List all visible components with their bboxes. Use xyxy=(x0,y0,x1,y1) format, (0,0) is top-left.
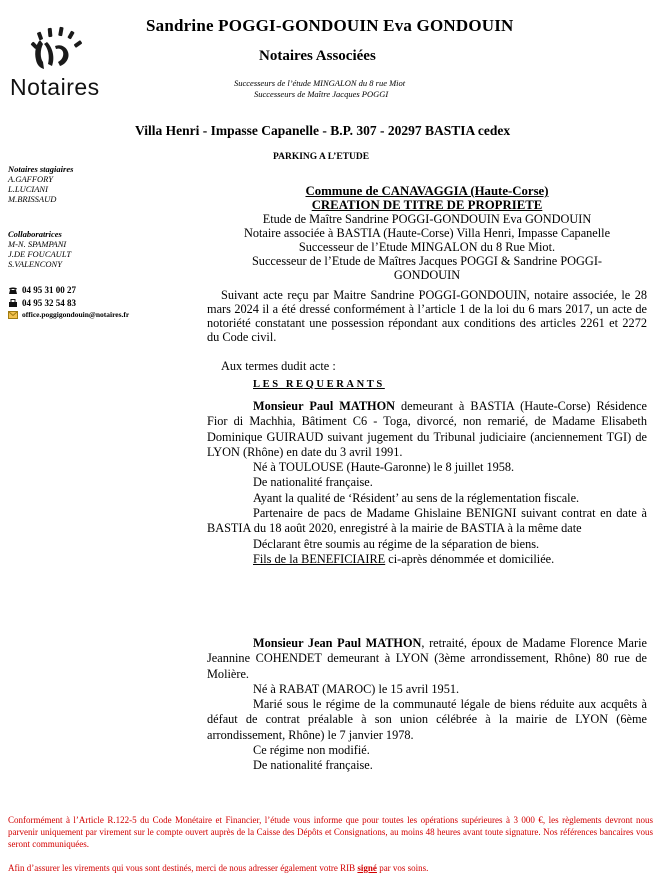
person-1-pacs: Partenaire de pacs de Madame Ghislaine BENIGNI suivant contrat en date à BASTIA du 18 août 2020, enregistré à la mairie de BASTIA à la même date xyxy=(207,506,647,536)
footer-rib-notice xyxy=(8,862,653,874)
person-1-birth: Né à TOULOUSE (Haute-Garonne) le 8 juillet 1958. xyxy=(253,460,515,475)
parking-notice: PARKING A L’ETUDE xyxy=(273,152,370,162)
stagiaires-title: Notaires stagiaires xyxy=(8,164,74,174)
phone-number: 04 95 31 00 27 xyxy=(22,285,76,295)
fax-line xyxy=(8,298,76,308)
collab-name: S.VALENCONY xyxy=(8,259,62,269)
notaires-logo xyxy=(10,22,122,106)
document-title: CREATION DE TITRE DE PROPRIETE xyxy=(311,198,543,212)
email-line xyxy=(8,310,129,319)
commune-title: Commune de CANAVAGGIA (Haute-Corse) xyxy=(305,184,549,198)
email-address[interactable]: office.poggigondouin@notaires.fr xyxy=(22,310,130,319)
person-1-residence: Ayant la qualité de ‘Résident’ au sens de la réglementation fiscale. xyxy=(253,490,580,505)
intro-paragraph xyxy=(207,288,647,344)
office-line: Successeur de l’Etude MINGALON du 8 Rue Miot. xyxy=(298,240,556,254)
phone-icon xyxy=(8,286,18,295)
footer-payment-notice: Conformément à l’Article R.122-5 du Code Monétaire et Financier, l’étude vous informe que pour toutes les opérations supérieures à 3 000 €, les règlements devront nous parvenir uniquement par virement sur le compte ouvert auprès de la Caisse des Dépôts et Consignations, au moins 48 heures avant toute signature. Nos références bancaires vous seront communiquées. xyxy=(8,815,653,849)
fax-number: 04 95 32 54 83 xyxy=(22,298,76,308)
person-2-name: Monsieur Jean Paul MATHON xyxy=(253,636,422,650)
sidebar-stagiaires xyxy=(8,164,73,204)
stagiaire-name: L.LUCIANI xyxy=(8,184,48,194)
person-1-regime: Déclarant être soumis au régime de la séparation de biens. xyxy=(253,536,540,551)
notaires-associes: Notaires Associées xyxy=(259,48,376,64)
office-address: Villa Henri - Impasse Capanelle - B.P. 307 - 20297 BASTIA cedex xyxy=(135,123,511,138)
collab-name: M-N. SPAMPANI xyxy=(8,239,67,249)
person-1-desc: demeurant à BASTIA (Haute-Corse) Résidence Fior di Machhia, Bâtiment C6 - Toga, divorcé, non remarié, de Madame Elisabeth Dominique GUIRAUD suivant jugement du Tribunal judiciaire (anciennement TGI) de LYON (Rhône) en date du 3 avril 1991. xyxy=(207,399,647,459)
person-1-name: Monsieur Paul MATHON xyxy=(253,399,396,413)
sidebar-collaboratrices xyxy=(8,229,71,269)
notary-names: Sandrine POGGI-GONDOUIN Eva GONDOUIN xyxy=(146,16,514,35)
notaires-emblem-icon xyxy=(10,22,100,74)
office-line: Etude de Maître Sandrine POGGI-GONDOUIN Eva GONDOUIN xyxy=(262,212,592,226)
requerants-heading: LES REQUERANTS xyxy=(253,379,385,390)
aux-termes: Aux termes dudit acte : xyxy=(221,359,336,373)
person-2-marriage: Marié sous le régime de la communauté légale de biens réduite aux acquêts à défaut de contrat préalable à son union célébrée à la mairie de LYON (6ème arrondissement, Rhône) le 7 janvier 1978. xyxy=(207,697,647,742)
stagiaire-name: A.GAFFORY xyxy=(8,174,53,184)
logo-text: Notaires xyxy=(10,74,100,100)
office-line: Successeur de l’Etude de Maîtres Jacques POGGI & Sandrine POGGI- xyxy=(251,254,603,268)
requerant-2 xyxy=(207,636,647,774)
intro-text: Suivant acte reçu par Maitre Sandrine POGGI-GONDOUIN, notaire associée, le 28 mars 2024 il a été dressé conformément à l’article 1 de la loi du 6 mars 2017, un acte de notoriété constatant une possession répondant aux conditions des articles 2261 et 2272 du Code civil. xyxy=(207,288,647,344)
rib-text-before: Afin d’assurer les virements qui vous sont destinés, merci de nous adresser également votre RIB xyxy=(8,863,358,873)
notice-heading xyxy=(207,184,647,282)
person-2-nationality: De nationalité française. xyxy=(253,758,373,773)
office-line: Notaire associée à BASTIA (Haute-Corse) Villa Henri, Impasse Capanelle xyxy=(243,226,611,240)
fax-icon xyxy=(8,299,18,308)
person-2-birth: Né à RABAT (MAROC) le 15 avril 1951. xyxy=(253,681,460,696)
person-1-fils: Fils de la BENEFICIAIRE xyxy=(253,551,386,566)
office-line: GONDOUIN xyxy=(393,268,461,282)
person-1-nationality: De nationalité française. xyxy=(253,475,373,490)
rib-text-after: par vos soins. xyxy=(376,863,429,873)
stagiaire-name: M.BRISSAUD xyxy=(8,194,57,204)
successor-line-2: Successeurs de Maître Jacques POGGI xyxy=(254,89,389,99)
rib-signed: signé xyxy=(357,863,377,873)
person-2-regime: Ce régime non modifié. xyxy=(253,743,370,758)
phone-line xyxy=(8,285,76,295)
envelope-icon xyxy=(8,311,18,319)
collab-name: J.DE FOUCAULT xyxy=(8,249,72,259)
requerant-1 xyxy=(207,399,647,567)
successor-line-1: Successeurs de l’étude MINGALON du 8 rue Miot xyxy=(234,78,406,88)
collab-title: Collaboratrices xyxy=(8,229,62,239)
person-1-fils-rest: ci-après dénommée et domiciliée. xyxy=(385,551,555,566)
person-2-desc: , retraité, époux de Madame Florence Marie Jeannine COHENDET demeurant à LYON (3ème arrondissement, Rhône) 80 rue de Molière. xyxy=(207,636,647,681)
